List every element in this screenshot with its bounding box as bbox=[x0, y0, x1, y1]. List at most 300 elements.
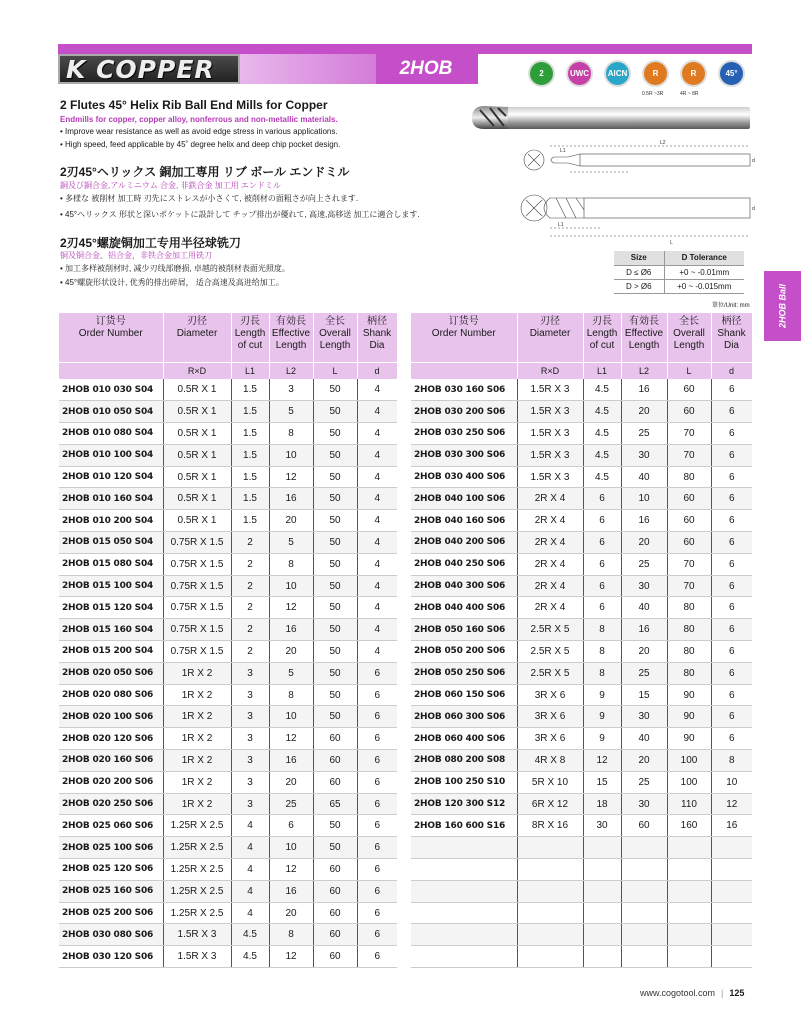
table-cell: 6 bbox=[357, 662, 397, 684]
table-row bbox=[59, 771, 397, 793]
side-tab: 2HOB Ball bbox=[764, 271, 801, 341]
table-cell: 0.5R X 1 bbox=[163, 423, 231, 445]
order-number-cell: 2HOB 010 030 S04 bbox=[59, 379, 163, 401]
table-cell bbox=[583, 924, 621, 946]
column-subheader: d bbox=[357, 362, 397, 379]
table-cell: 80 bbox=[667, 597, 711, 619]
table-cell: 1.25R X 2.5 bbox=[163, 880, 231, 902]
table-cell: 60 bbox=[313, 728, 357, 750]
table-cell: 4.5 bbox=[231, 946, 269, 968]
table-cell bbox=[583, 880, 621, 902]
table-cell: 16 bbox=[621, 379, 667, 401]
table-cell: 25 bbox=[621, 662, 667, 684]
table-row bbox=[59, 750, 397, 772]
product-table-left bbox=[59, 313, 398, 968]
column-header: 订货号 Order Number bbox=[59, 313, 163, 362]
bullet-jp-1: • 多様な 被削材 加工時 刃先にストレスが小さくて, 被削材の面粗さが向上されます. bbox=[60, 194, 359, 203]
page-footer: www.cogotool.com | 125 bbox=[640, 988, 745, 998]
table-cell: 3 bbox=[231, 728, 269, 750]
table-cell bbox=[667, 880, 711, 902]
table-cell: 2 bbox=[231, 597, 269, 619]
product-table-right bbox=[411, 313, 753, 968]
table-row bbox=[411, 423, 752, 445]
table-cell: 1.5 bbox=[231, 423, 269, 445]
table-row bbox=[411, 793, 752, 815]
order-number-cell: 2HOB 040 400 S06 bbox=[411, 597, 517, 619]
table-cell: 4 bbox=[357, 619, 397, 641]
title-en: 2 Flutes 45° Helix Rib Ball End Mills for Copper bbox=[60, 98, 328, 112]
table-cell: 6 bbox=[357, 880, 397, 902]
order-number-cell: 2HOB 010 050 S04 bbox=[59, 401, 163, 423]
table-row bbox=[59, 793, 397, 815]
svg-text:L1: L1 bbox=[560, 148, 566, 154]
order-number-cell: 2HOB 025 060 S06 bbox=[59, 815, 163, 837]
order-number-cell bbox=[411, 946, 517, 968]
table-cell: 50 bbox=[313, 619, 357, 641]
table-cell: 2 bbox=[231, 575, 269, 597]
table-row bbox=[411, 684, 752, 706]
order-number-cell: 2HOB 015 200 S04 bbox=[59, 641, 163, 663]
table-cell: 6 bbox=[711, 553, 752, 575]
table-cell: 6R X 12 bbox=[517, 793, 583, 815]
feature-badges bbox=[528, 58, 758, 102]
title-jp: 2刃45°ヘリックス 銅加工専用 リブ ボール エンドミル bbox=[60, 165, 350, 179]
table-cell: 2.5R X 5 bbox=[517, 662, 583, 684]
table-cell: 1.5R X 3 bbox=[517, 423, 583, 445]
table-cell: 4.5 bbox=[583, 379, 621, 401]
table-cell: 2 bbox=[231, 532, 269, 554]
table-cell: 16 bbox=[711, 815, 752, 837]
table-row bbox=[411, 466, 752, 488]
table-row bbox=[411, 532, 752, 554]
column-header: 刃径 Diameter bbox=[517, 313, 583, 362]
table-cell: 60 bbox=[667, 488, 711, 510]
table-cell bbox=[667, 902, 711, 924]
column-subheader: L bbox=[667, 362, 711, 379]
table-cell: 4 bbox=[357, 379, 397, 401]
table-cell: 16 bbox=[621, 510, 667, 532]
coating-alcn-icon: AlCN bbox=[604, 60, 631, 87]
table-cell: 6 bbox=[711, 510, 752, 532]
table-cell: 50 bbox=[313, 488, 357, 510]
table-cell: 50 bbox=[313, 423, 357, 445]
table-cell: 60 bbox=[667, 510, 711, 532]
table-row bbox=[411, 924, 752, 946]
radius-tolerance-icon: R bbox=[680, 60, 707, 87]
table-cell bbox=[517, 924, 583, 946]
table-cell: 12 bbox=[269, 597, 313, 619]
table-cell: 6 bbox=[357, 684, 397, 706]
column-header: 全长 Overall Length bbox=[313, 313, 357, 362]
table-cell: 4 bbox=[231, 902, 269, 924]
order-number-cell: 2HOB 030 120 S06 bbox=[59, 946, 163, 968]
series-code: 2HOB bbox=[399, 58, 453, 79]
order-number-cell: 2HOB 020 160 S06 bbox=[59, 750, 163, 772]
table-cell: 1.5 bbox=[231, 401, 269, 423]
table-cell: 4 bbox=[357, 532, 397, 554]
table-row bbox=[59, 684, 397, 706]
table-cell: 60 bbox=[313, 771, 357, 793]
table-cell: 110 bbox=[667, 793, 711, 815]
table-row bbox=[59, 510, 397, 532]
order-number-cell bbox=[411, 837, 517, 859]
table-cell: 50 bbox=[313, 706, 357, 728]
table-cell: 18 bbox=[583, 793, 621, 815]
order-number-cell: 2HOB 025 120 S06 bbox=[59, 859, 163, 881]
table-cell: 25 bbox=[621, 771, 667, 793]
column-header: 刃径 Diameter bbox=[163, 313, 231, 362]
table-cell: 1.5R X 3 bbox=[517, 466, 583, 488]
table-cell: 50 bbox=[313, 575, 357, 597]
table-cell: 6 bbox=[711, 619, 752, 641]
table-cell: 3R X 6 bbox=[517, 728, 583, 750]
table-cell: 8R X 16 bbox=[517, 815, 583, 837]
table-cell: 40 bbox=[621, 466, 667, 488]
table-cell bbox=[517, 946, 583, 968]
order-number-cell: 2HOB 040 100 S06 bbox=[411, 488, 517, 510]
table-row bbox=[411, 880, 752, 902]
table-cell bbox=[667, 924, 711, 946]
table-row bbox=[411, 444, 752, 466]
table-cell: 50 bbox=[313, 553, 357, 575]
table-cell: 2.5R X 5 bbox=[517, 619, 583, 641]
table-cell: 0.5R X 1 bbox=[163, 379, 231, 401]
column-subheader bbox=[411, 362, 517, 379]
table-cell: 90 bbox=[667, 706, 711, 728]
svg-text:L1: L1 bbox=[558, 222, 564, 228]
table-cell: 60 bbox=[667, 401, 711, 423]
table-cell: 6 bbox=[357, 924, 397, 946]
table-row bbox=[59, 880, 397, 902]
table-cell: 9 bbox=[583, 706, 621, 728]
table-cell: 60 bbox=[313, 859, 357, 881]
order-number-cell: 2HOB 100 250 S10 bbox=[411, 771, 517, 793]
table-cell: 70 bbox=[667, 423, 711, 445]
dimension-drawings bbox=[520, 140, 760, 250]
table-cell: 50 bbox=[313, 815, 357, 837]
shank-shape bbox=[506, 107, 750, 129]
table-cell bbox=[517, 837, 583, 859]
table-cell: 4.5 bbox=[583, 401, 621, 423]
table-cell: 4 bbox=[231, 859, 269, 881]
order-number-cell: 2HOB 020 050 S06 bbox=[59, 662, 163, 684]
table-cell: 10 bbox=[711, 771, 752, 793]
table-cell: 2R X 4 bbox=[517, 575, 583, 597]
table-cell bbox=[711, 946, 752, 968]
table-cell: 15 bbox=[621, 684, 667, 706]
table-cell: 25 bbox=[621, 423, 667, 445]
table-cell: 4 bbox=[357, 423, 397, 445]
table-cell: 6 bbox=[269, 815, 313, 837]
order-number-cell bbox=[411, 902, 517, 924]
table-cell: 12 bbox=[711, 793, 752, 815]
order-number-cell bbox=[411, 924, 517, 946]
table-cell: 8 bbox=[269, 553, 313, 575]
bullet-en-2: • High speed, feed applicable by 45˚ degree helix and deep chip pocket design. bbox=[60, 140, 341, 149]
table-row bbox=[411, 902, 752, 924]
table-cell: 40 bbox=[621, 728, 667, 750]
table-cell: 20 bbox=[621, 401, 667, 423]
table-cell: 1.5 bbox=[231, 444, 269, 466]
table-cell bbox=[711, 859, 752, 881]
table-row bbox=[59, 379, 397, 401]
table-row bbox=[59, 815, 397, 837]
table-row bbox=[411, 510, 752, 532]
order-number-cell: 2HOB 020 250 S06 bbox=[59, 793, 163, 815]
order-number-cell: 2HOB 015 120 S04 bbox=[59, 597, 163, 619]
table-row bbox=[59, 532, 397, 554]
table-cell: 6 bbox=[357, 859, 397, 881]
table-cell: 5 bbox=[269, 532, 313, 554]
table-cell: 50 bbox=[313, 532, 357, 554]
table-row bbox=[59, 553, 397, 575]
table-cell: 20 bbox=[269, 771, 313, 793]
column-subheader: L1 bbox=[583, 362, 621, 379]
table-cell: 1.5 bbox=[231, 466, 269, 488]
table-cell: 8 bbox=[583, 641, 621, 663]
table-cell: 50 bbox=[313, 401, 357, 423]
table-cell: 6 bbox=[711, 641, 752, 663]
order-number-cell: 2HOB 020 120 S06 bbox=[59, 728, 163, 750]
table-cell: 6 bbox=[357, 837, 397, 859]
column-subheader: L2 bbox=[621, 362, 667, 379]
tolerance-header-tol: D Tolerance bbox=[664, 251, 744, 265]
table-cell: 1R X 2 bbox=[163, 771, 231, 793]
table-cell: 60 bbox=[667, 379, 711, 401]
table-cell: 60 bbox=[313, 750, 357, 772]
table-cell bbox=[621, 837, 667, 859]
column-header: 有効長 Effective Length bbox=[621, 313, 667, 362]
table-cell: 10 bbox=[269, 837, 313, 859]
table-cell: 1.5 bbox=[231, 510, 269, 532]
series-code-tab bbox=[376, 54, 476, 84]
table-cell: 70 bbox=[667, 575, 711, 597]
end-mill-photo bbox=[466, 102, 750, 132]
table-cell: 1R X 2 bbox=[163, 793, 231, 815]
table-cell: 1.25R X 2.5 bbox=[163, 815, 231, 837]
svg-text:L: L bbox=[670, 240, 673, 246]
table-cell: 15 bbox=[583, 771, 621, 793]
table-row bbox=[411, 946, 752, 968]
table-cell: 0.5R X 1 bbox=[163, 401, 231, 423]
table-cell: 6 bbox=[357, 793, 397, 815]
table-cell: 3 bbox=[231, 706, 269, 728]
table-cell: 6 bbox=[711, 379, 752, 401]
table-cell bbox=[621, 859, 667, 881]
table-cell: 3R X 6 bbox=[517, 706, 583, 728]
column-subheader: L bbox=[313, 362, 357, 379]
table-cell: 4 bbox=[357, 553, 397, 575]
table-cell: 16 bbox=[269, 488, 313, 510]
table-cell: 20 bbox=[269, 510, 313, 532]
brand-logo: K COPPER bbox=[58, 54, 240, 84]
table-cell: 6 bbox=[711, 575, 752, 597]
order-number-cell: 2HOB 030 200 S06 bbox=[411, 401, 517, 423]
table-cell: 3R X 6 bbox=[517, 684, 583, 706]
table-cell: 3 bbox=[231, 750, 269, 772]
order-number-cell bbox=[411, 880, 517, 902]
table-cell: 20 bbox=[621, 750, 667, 772]
table-row bbox=[59, 946, 397, 968]
table-cell: 3 bbox=[269, 379, 313, 401]
tolerance-header-size: Size bbox=[614, 251, 664, 265]
table-cell: 60 bbox=[621, 815, 667, 837]
table-cell: 90 bbox=[667, 684, 711, 706]
tolerance-cell: D > Ø6 bbox=[614, 279, 664, 293]
order-number-cell: 2HOB 040 160 S06 bbox=[411, 510, 517, 532]
table-row bbox=[411, 859, 752, 881]
table-cell: 4 bbox=[357, 510, 397, 532]
table-cell: 1.5 bbox=[231, 488, 269, 510]
order-number-cell: 2HOB 010 160 S04 bbox=[59, 488, 163, 510]
table-cell: 5 bbox=[269, 401, 313, 423]
table-cell: 0.75R X 1.5 bbox=[163, 619, 231, 641]
table-cell: 6 bbox=[711, 488, 752, 510]
order-number-cell: 2HOB 060 150 S06 bbox=[411, 684, 517, 706]
table-cell: 4 bbox=[357, 597, 397, 619]
table-cell: 6 bbox=[711, 597, 752, 619]
drawing-shank-2 bbox=[584, 198, 750, 218]
table-cell: 25 bbox=[621, 553, 667, 575]
table-row bbox=[411, 597, 752, 619]
table-cell: 8 bbox=[583, 619, 621, 641]
table-cell: 20 bbox=[269, 902, 313, 924]
order-number-cell: 2HOB 030 160 S06 bbox=[411, 379, 517, 401]
table-cell: 4.5 bbox=[583, 423, 621, 445]
table-cell: 4 bbox=[357, 401, 397, 423]
tolerance-table bbox=[614, 251, 744, 294]
table-row bbox=[59, 728, 397, 750]
table-row bbox=[411, 553, 752, 575]
bullet-cn-1: • 加工多样被削材时, 减少刃线部磨损, 卓越的被削材表面光照度。 bbox=[60, 264, 290, 273]
table-cell: 30 bbox=[583, 815, 621, 837]
order-number-cell: 2HOB 030 400 S06 bbox=[411, 466, 517, 488]
table-row bbox=[411, 771, 752, 793]
table-cell: 16 bbox=[621, 619, 667, 641]
table-cell: 6 bbox=[583, 532, 621, 554]
column-header: 柄径 Shank Dia bbox=[711, 313, 752, 362]
tolerance-cell: +0 ~ -0.01mm bbox=[664, 265, 744, 279]
table-cell: 50 bbox=[313, 510, 357, 532]
table-cell: 2 bbox=[231, 619, 269, 641]
helix-angle-icon: 45° bbox=[718, 60, 745, 87]
order-number-cell: 2HOB 010 080 S04 bbox=[59, 423, 163, 445]
table-cell: 50 bbox=[313, 466, 357, 488]
coating-icon: UWC bbox=[566, 60, 593, 87]
table-cell: 1R X 2 bbox=[163, 706, 231, 728]
subtitle-en: Endmills for copper, copper alloy, nonferrous and non-metallic materials. bbox=[60, 115, 338, 124]
table-cell: 1R X 2 bbox=[163, 728, 231, 750]
table-cell: 6 bbox=[711, 444, 752, 466]
table-cell: 20 bbox=[621, 532, 667, 554]
table-row bbox=[59, 423, 397, 445]
table-row bbox=[59, 837, 397, 859]
table-cell: 3 bbox=[231, 684, 269, 706]
table-cell: 6 bbox=[357, 815, 397, 837]
table-row bbox=[59, 706, 397, 728]
order-number-cell: 2HOB 015 100 S04 bbox=[59, 575, 163, 597]
table-cell: 50 bbox=[313, 597, 357, 619]
order-number-cell bbox=[411, 859, 517, 881]
table-cell: 2R X 4 bbox=[517, 597, 583, 619]
table-cell: 1.5R X 3 bbox=[517, 401, 583, 423]
table-cell: 12 bbox=[269, 946, 313, 968]
column-subheader: L1 bbox=[231, 362, 269, 379]
table-cell bbox=[583, 859, 621, 881]
table-cell bbox=[711, 924, 752, 946]
table-cell: 100 bbox=[667, 750, 711, 772]
table-cell: 4 bbox=[357, 444, 397, 466]
table-cell: 6 bbox=[711, 466, 752, 488]
table-cell: 6 bbox=[711, 532, 752, 554]
table-cell: 6 bbox=[711, 662, 752, 684]
footer-url[interactable]: www.cogotool.com bbox=[640, 988, 716, 998]
table-cell: 2R X 4 bbox=[517, 553, 583, 575]
table-cell: 60 bbox=[313, 924, 357, 946]
table-cell: 30 bbox=[621, 444, 667, 466]
table-cell: 0.75R X 1.5 bbox=[163, 553, 231, 575]
table-row bbox=[59, 488, 397, 510]
table-cell: 30 bbox=[621, 706, 667, 728]
table-cell: 65 bbox=[313, 793, 357, 815]
order-number-cell: 2HOB 120 300 S12 bbox=[411, 793, 517, 815]
table-cell: 2 bbox=[231, 641, 269, 663]
table-cell: 25 bbox=[269, 793, 313, 815]
column-subheader bbox=[59, 362, 163, 379]
table-cell: 4R X 8 bbox=[517, 750, 583, 772]
svg-text:d: d bbox=[752, 158, 755, 164]
order-number-cell: 2HOB 010 200 S04 bbox=[59, 510, 163, 532]
table-cell: 4.5 bbox=[583, 466, 621, 488]
table-cell: 6 bbox=[357, 706, 397, 728]
table-cell bbox=[621, 902, 667, 924]
table-row bbox=[59, 444, 397, 466]
order-number-cell: 2HOB 025 160 S06 bbox=[59, 880, 163, 902]
table-cell bbox=[621, 946, 667, 968]
table-cell: 8 bbox=[711, 750, 752, 772]
table-cell: 60 bbox=[313, 902, 357, 924]
column-subheader: d bbox=[711, 362, 752, 379]
table-cell: 3 bbox=[231, 771, 269, 793]
table-cell: 60 bbox=[313, 880, 357, 902]
table-cell: 60 bbox=[313, 946, 357, 968]
table-cell bbox=[517, 902, 583, 924]
table-row bbox=[59, 575, 397, 597]
table-cell bbox=[517, 880, 583, 902]
table-cell bbox=[583, 837, 621, 859]
column-subheader: R×D bbox=[163, 362, 231, 379]
order-number-cell: 2HOB 050 250 S06 bbox=[411, 662, 517, 684]
table-cell: 1.25R X 2.5 bbox=[163, 859, 231, 881]
table-row bbox=[411, 379, 752, 401]
table-cell: 40 bbox=[621, 597, 667, 619]
table-cell: 2 bbox=[231, 553, 269, 575]
table-cell bbox=[711, 837, 752, 859]
table-cell: 90 bbox=[667, 728, 711, 750]
table-cell: 50 bbox=[313, 444, 357, 466]
order-number-cell: 2HOB 040 200 S06 bbox=[411, 532, 517, 554]
table-cell: 4 bbox=[357, 466, 397, 488]
order-number-cell: 2HOB 010 120 S04 bbox=[59, 466, 163, 488]
table-cell: 1.5 bbox=[231, 379, 269, 401]
table-cell bbox=[711, 902, 752, 924]
drawing-shank-1 bbox=[580, 154, 750, 166]
table-cell: 50 bbox=[313, 662, 357, 684]
table-cell: 10 bbox=[269, 706, 313, 728]
svg-text:L2: L2 bbox=[660, 140, 666, 146]
table-cell: 10 bbox=[269, 575, 313, 597]
table-cell: 6 bbox=[711, 401, 752, 423]
